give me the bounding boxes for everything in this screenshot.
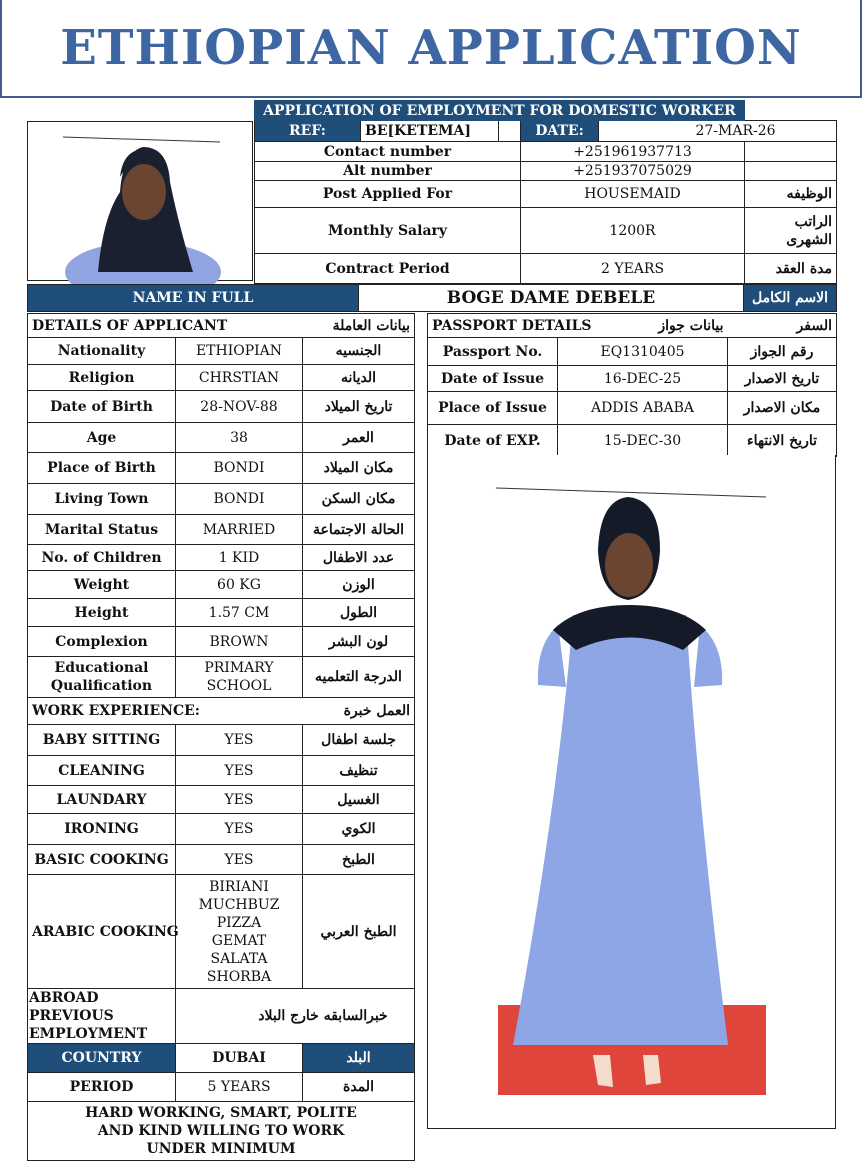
experience-row <box>28 814 415 845</box>
experience-ar: تنظيف <box>303 756 415 786</box>
applicant-label: Height <box>28 599 176 627</box>
experience-value: YES <box>176 756 303 786</box>
arabic-cooking-item: SHORBA <box>206 968 272 985</box>
applicant-ar: الحالة الاجتماعة <box>303 515 415 545</box>
salary-label: Monthly Salary <box>255 208 521 254</box>
name-table <box>27 284 837 312</box>
header-table <box>254 100 837 284</box>
applicant-label: Place of Birth <box>28 453 176 484</box>
passport-row <box>428 425 837 457</box>
applicant-label: Educational Qualification <box>28 657 176 698</box>
arabic-cooking-item: BIRIANI <box>209 878 269 895</box>
country-label: COUNTRY <box>28 1044 176 1073</box>
applicant-ar: لون البشر <box>303 627 415 657</box>
salary-value: 1200R <box>521 208 745 254</box>
applicant-portrait <box>27 121 253 281</box>
applicant-label: Nationality <box>28 338 176 365</box>
applicant-row <box>28 338 415 365</box>
applicant-row <box>28 365 415 391</box>
applicant-heading-ar: بيانات العاملة <box>303 314 415 338</box>
applicant-value: 60 KG <box>176 571 303 599</box>
arabic-cooking-label: ARABIC COOKING <box>28 875 176 989</box>
experience-row <box>28 786 415 814</box>
applicant-row <box>28 545 415 571</box>
passport-value: ADDIS ABABA <box>558 392 728 425</box>
applicant-value: 38 <box>176 423 303 453</box>
applicant-ar: تاريخ الميلاد <box>303 391 415 423</box>
passport-label: Place of Issue <box>428 392 558 425</box>
applicant-label: Complexion <box>28 627 176 657</box>
contract-value: 2 YEARS <box>521 254 745 284</box>
passport-ar: مكان الاصدار <box>728 392 837 425</box>
passport-label: Date of Issue <box>428 366 558 392</box>
applicant-ar: مكان السكن <box>303 484 415 515</box>
passport-heading-ar1: بيانات جواز <box>558 314 728 338</box>
ref-value: BE[KETEMA] <box>361 121 499 142</box>
salary-ar: الراتب الشهرى <box>745 208 837 254</box>
post-value: HOUSEMAID <box>521 181 745 208</box>
applicant-value: BONDI <box>176 453 303 484</box>
arabic-cooking-item: GEMAT <box>211 932 267 949</box>
passport-label: Passport No. <box>428 338 558 366</box>
remarks: HARD WORKING, SMART, POLITE AND KIND WILLING TO WORK UNDER MINIMUM <box>28 1102 415 1161</box>
country-ar: البلد <box>303 1044 415 1073</box>
period-label: PERIOD <box>28 1073 176 1102</box>
applicant-value: PRIMARY SCHOOL <box>176 657 303 698</box>
arabic-cooking-ar: الطبخ العربي <box>303 875 415 989</box>
passport-heading-ar2: السفر <box>728 314 837 338</box>
applicant-value: ETHIOPIAN <box>176 338 303 365</box>
experience-ar: الغسيل <box>303 786 415 814</box>
experience-row <box>28 845 415 875</box>
experience-label: CLEANING <box>28 756 176 786</box>
applicant-value: CHRSTIAN <box>176 365 303 391</box>
applicant-label: Age <box>28 423 176 453</box>
passport-row <box>428 338 837 366</box>
experience-label: IRONING <box>28 814 176 845</box>
experience-ar: جلسة اطفال <box>303 725 415 756</box>
applicant-ar: العمر <box>303 423 415 453</box>
experience-label: BABY SITTING <box>28 725 176 756</box>
abroad-ar: خبرالسابقه خارج البلاد <box>176 989 415 1044</box>
experience-value: YES <box>176 845 303 875</box>
arabic-cooking-item: PIZZA <box>216 914 262 931</box>
date-label: DATE: <box>521 121 599 142</box>
applicant-value: BROWN <box>176 627 303 657</box>
applicant-label: No. of Children <box>28 545 176 571</box>
name-label: NAME IN FULL <box>28 285 359 312</box>
ref-label: REF: <box>255 121 361 142</box>
applicant-ar: الديانه <box>303 365 415 391</box>
experience-row <box>28 756 415 786</box>
contact-label: Contact number <box>255 142 521 162</box>
date-value: 27-MAR-26 <box>599 121 837 142</box>
name-ar: الاسم الكامل <box>744 285 837 312</box>
experience-row <box>28 725 415 756</box>
experience-value: YES <box>176 725 303 756</box>
applicant-value: 1.57 CM <box>176 599 303 627</box>
applicant-value: 1 KID <box>176 545 303 571</box>
arabic-cooking-item: MUCHBUZ <box>198 896 280 913</box>
applicant-label: Marital Status <box>28 515 176 545</box>
passport-table <box>427 313 837 457</box>
applicant-row <box>28 627 415 657</box>
applicant-ar: الدرجة التعلميه <box>303 657 415 698</box>
passport-value: 16-DEC-25 <box>558 366 728 392</box>
passport-ar: تاريخ الاصدار <box>728 366 837 392</box>
country-value: DUBAI <box>176 1044 303 1073</box>
page-title: ETHIOPIAN APPLICATION <box>60 20 802 76</box>
passport-label: Date of EXP. <box>428 425 558 457</box>
period-value: 5 YEARS <box>176 1073 303 1102</box>
applicant-ar: مكان الميلاد <box>303 453 415 484</box>
experience-ar: الكوي <box>303 814 415 845</box>
applicant-row <box>28 391 415 423</box>
experience-value: YES <box>176 814 303 845</box>
page-title-box <box>0 0 862 98</box>
applicant-label: Weight <box>28 571 176 599</box>
passport-heading: PASSPORT DETAILS <box>428 314 558 338</box>
applicant-row <box>28 423 415 453</box>
applicant-value: 28-NOV-88 <box>176 391 303 423</box>
form-title: APPLICATION OF EMPLOYMENT FOR DOMESTIC WORKER <box>255 101 745 121</box>
alt-label: Alt number <box>255 162 521 181</box>
arabic-cooking-items <box>176 875 303 989</box>
applicant-ar: الوزن <box>303 571 415 599</box>
passport-value: 15-DEC-30 <box>558 425 728 457</box>
applicant-row <box>28 453 415 484</box>
passport-row <box>428 392 837 425</box>
applicant-label: Living Town <box>28 484 176 515</box>
abroad-label: ABROAD PREVIOUS EMPLOYMENT <box>28 989 176 1044</box>
alt-value: +251937075029 <box>521 162 745 181</box>
experience-heading: WORK EXPERIENCE: <box>28 698 303 725</box>
applicant-ar: عدد الاطفال <box>303 545 415 571</box>
applicant-heading: DETAILS OF APPLICANT <box>28 314 303 338</box>
applicant-row <box>28 484 415 515</box>
arabic-cooking-item: SALATA <box>210 950 268 967</box>
experience-label: BASIC COOKING <box>28 845 176 875</box>
applicant-ar: الجنسيه <box>303 338 415 365</box>
applicant-full-photo <box>427 455 836 1129</box>
applicant-row <box>28 599 415 627</box>
applicant-row <box>28 571 415 599</box>
experience-heading-ar: العمل خبرة <box>303 698 415 725</box>
applicant-value: BONDI <box>176 484 303 515</box>
passport-ar: رقم الجواز <box>728 338 837 366</box>
contact-value: +251961937713 <box>521 142 745 162</box>
applicant-label: Date of Birth <box>28 391 176 423</box>
applicant-table <box>27 313 415 1161</box>
contract-ar: مدة العقد <box>745 254 837 284</box>
post-ar: الوظيفه <box>745 181 837 208</box>
contract-label: Contract Period <box>255 254 521 284</box>
experience-value: YES <box>176 786 303 814</box>
applicant-value: MARRIED <box>176 515 303 545</box>
applicant-row <box>28 515 415 545</box>
passport-row <box>428 366 837 392</box>
name-value: BOGE DAME DEBELE <box>359 285 744 312</box>
experience-ar: الطبخ <box>303 845 415 875</box>
passport-ar: تاريخ الانتهاء <box>728 425 837 457</box>
passport-value: EQ1310405 <box>558 338 728 366</box>
applicant-ar: الطول <box>303 599 415 627</box>
period-ar: المدة <box>303 1073 415 1102</box>
experience-label: LAUNDARY <box>28 786 176 814</box>
post-label: Post Applied For <box>255 181 521 208</box>
applicant-row <box>28 657 415 698</box>
applicant-label: Religion <box>28 365 176 391</box>
